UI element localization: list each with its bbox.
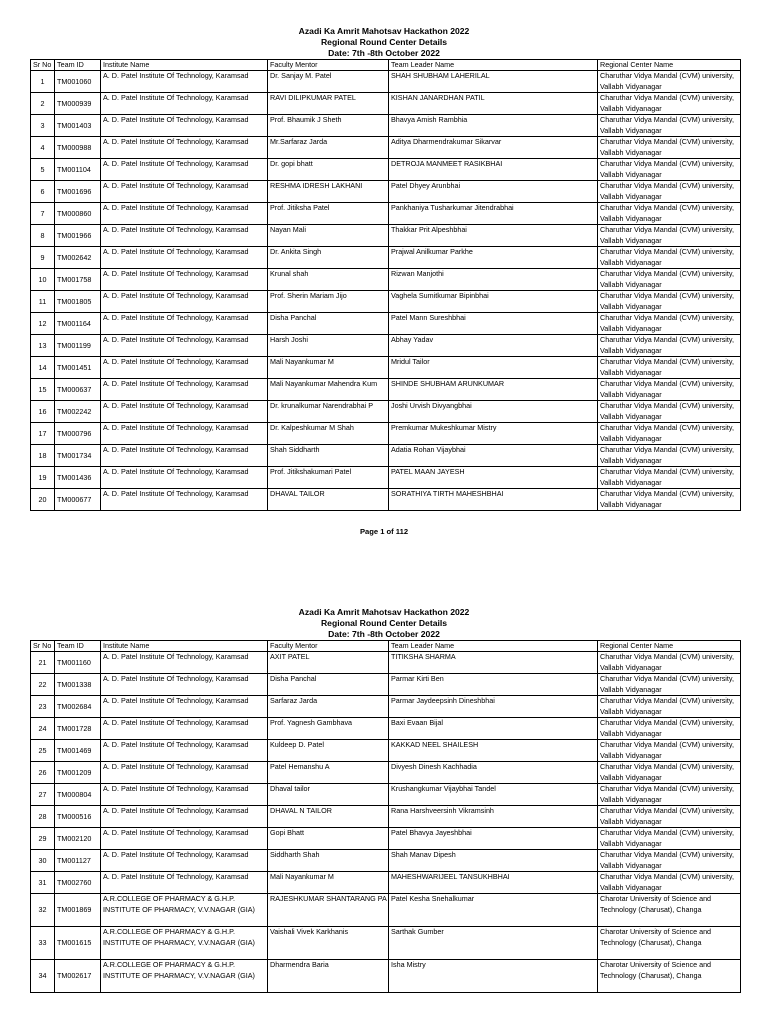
cell-sr-no: 19 <box>31 467 55 489</box>
col-header-regional-center-name: Regional Center Name <box>598 60 741 71</box>
cell-sr-no: 28 <box>31 806 55 828</box>
cell-team-leader-name: SORATHIYA TIRTH MAHESHBHAI <box>389 489 598 511</box>
cell-regional-center-name: Charuthar Vidya Mandal (CVM) university, Vallabh Vidyanagar <box>598 489 741 511</box>
col-header-institute-name: Institute Name <box>101 60 268 71</box>
cell-team-id: TM001127 <box>55 850 101 872</box>
cell-institute-name: A. D. Patel Institute Of Technology, Karamsad <box>101 740 268 762</box>
cell-faculty-mentor: DHAVAL N TAILOR <box>268 806 389 828</box>
cell-faculty-mentor: Prof. Jitiksha Patel <box>268 203 389 225</box>
col-header-faculty-mentor: Faculty Mentor <box>268 60 389 71</box>
cell-team-leader-name: SHINDE SHUBHAM ARUNKUMAR <box>389 379 598 401</box>
cell-faculty-mentor: Prof. Yagnesh Gambhava <box>268 718 389 740</box>
table-row <box>31 960 741 993</box>
cell-sr-no: 25 <box>31 740 55 762</box>
cell-institute-name: A. D. Patel Institute Of Technology, Karamsad <box>101 71 268 93</box>
cell-faculty-mentor: DHAVAL TAILOR <box>268 489 389 511</box>
page-header <box>0 581 768 640</box>
table-row <box>31 313 741 335</box>
cell-sr-no: 7 <box>31 203 55 225</box>
cell-team-leader-name: Parmar Jaydeepsinh Dineshbhai <box>389 696 598 718</box>
cell-institute-name: A.R.COLLEGE OF PHARMACY & G.H.P. INSTITUTE OF PHARMACY, V.V.NAGAR (GIA) <box>101 894 268 927</box>
cell-faculty-mentor: Dr. Sanjay M. Patel <box>268 71 389 93</box>
cell-faculty-mentor: Dr. krunalkumar Narendrabhai P <box>268 401 389 423</box>
cell-team-id: TM002242 <box>55 401 101 423</box>
cell-regional-center-name: Charuthar Vidya Mandal (CVM) university, Vallabh Vidyanagar <box>598 718 741 740</box>
cell-institute-name: A. D. Patel Institute Of Technology, Karamsad <box>101 159 268 181</box>
cell-faculty-mentor: Kuldeep D. Patel <box>268 740 389 762</box>
cell-team-id: TM001966 <box>55 225 101 247</box>
cell-sr-no: 8 <box>31 225 55 247</box>
cell-institute-name: A. D. Patel Institute Of Technology, Karamsad <box>101 762 268 784</box>
cell-institute-name: A. D. Patel Institute Of Technology, Karamsad <box>101 696 268 718</box>
table-row <box>31 740 741 762</box>
cell-regional-center-name: Charuthar Vidya Mandal (CVM) university, Vallabh Vidyanagar <box>598 181 741 203</box>
cell-institute-name: A. D. Patel Institute Of Technology, Karamsad <box>101 269 268 291</box>
cell-team-id: TM001615 <box>55 927 101 960</box>
cell-team-id: TM000637 <box>55 379 101 401</box>
table-row <box>31 850 741 872</box>
cell-faculty-mentor: Mali Nayankumar M <box>268 872 389 894</box>
table-body <box>31 71 741 511</box>
cell-sr-no: 11 <box>31 291 55 313</box>
cell-team-id: TM000677 <box>55 489 101 511</box>
cell-regional-center-name: Charuthar Vidya Mandal (CVM) university, Vallabh Vidyanagar <box>598 806 741 828</box>
document-title: Azadi Ka Amrit Mahotsav Hackathon 2022 <box>298 607 470 617</box>
cell-team-id: TM002684 <box>55 696 101 718</box>
cell-institute-name: A. D. Patel Institute Of Technology, Karamsad <box>101 445 268 467</box>
table-row <box>31 93 741 115</box>
table-row <box>31 894 741 927</box>
cell-faculty-mentor: Patel Hemanshu A <box>268 762 389 784</box>
col-header-institute-name: Institute Name <box>101 641 268 652</box>
cell-team-id: TM000939 <box>55 93 101 115</box>
cell-sr-no: 26 <box>31 762 55 784</box>
cell-team-id: TM001758 <box>55 269 101 291</box>
cell-regional-center-name: Charuthar Vidya Mandal (CVM) university, Vallabh Vidyanagar <box>598 247 741 269</box>
cell-sr-no: 16 <box>31 401 55 423</box>
cell-faculty-mentor: Dr. Kalpeshkumar M Shah <box>268 423 389 445</box>
cell-team-leader-name: MAHESHWARIJEEL TANSUKHBHAI <box>389 872 598 894</box>
table-row <box>31 423 741 445</box>
table-row <box>31 225 741 247</box>
document-date: Date: 7th -8th October 2022 <box>328 629 440 639</box>
cell-team-leader-name: Abhay Yadav <box>389 335 598 357</box>
cell-sr-no: 9 <box>31 247 55 269</box>
page-number: Page 1 of 112 <box>359 527 409 536</box>
table-row <box>31 335 741 357</box>
cell-regional-center-name: Charuthar Vidya Mandal (CVM) university, Vallabh Vidyanagar <box>598 203 741 225</box>
cell-faculty-mentor: RAVI DILIPKUMAR PATEL <box>268 93 389 115</box>
cell-team-id: TM001734 <box>55 445 101 467</box>
col-header-team-leader-name: Team Leader Name <box>389 60 598 71</box>
table-row <box>31 401 741 423</box>
cell-team-leader-name: Aditya Dharmendrakumar Sikarvar <box>389 137 598 159</box>
cell-team-leader-name: Shah Manav Dipesh <box>389 850 598 872</box>
cell-regional-center-name: Charotar University of Science and Technology (Charusat), Changa <box>598 927 741 960</box>
cell-team-leader-name: Sarthak Gumber <box>389 927 598 960</box>
cell-team-leader-name: Prajwal Anilkumar Parkhe <box>389 247 598 269</box>
cell-sr-no: 18 <box>31 445 55 467</box>
cell-team-id: TM002617 <box>55 960 101 993</box>
cell-institute-name: A. D. Patel Institute Of Technology, Karamsad <box>101 806 268 828</box>
cell-team-leader-name: Patel Kesha Snehalkumar <box>389 894 598 927</box>
cell-institute-name: A. D. Patel Institute Of Technology, Karamsad <box>101 872 268 894</box>
cell-regional-center-name: Charuthar Vidya Mandal (CVM) university, Vallabh Vidyanagar <box>598 379 741 401</box>
cell-faculty-mentor: AXIT PATEL <box>268 652 389 674</box>
cell-team-leader-name: Krushangkumar Vijaybhai Tandel <box>389 784 598 806</box>
cell-team-id: TM001338 <box>55 674 101 696</box>
cell-regional-center-name: Charuthar Vidya Mandal (CVM) university, Vallabh Vidyanagar <box>598 740 741 762</box>
cell-sr-no: 4 <box>31 137 55 159</box>
cell-team-leader-name: DETROJA MANMEET RASIKBHAI <box>389 159 598 181</box>
cell-sr-no: 23 <box>31 696 55 718</box>
cell-faculty-mentor: Vaishali Vivek Karkhanis <box>268 927 389 960</box>
cell-team-id: TM000988 <box>55 137 101 159</box>
cell-faculty-mentor: RAJESHKUMAR SHANTARANG PA <box>268 894 389 927</box>
cell-regional-center-name: Charuthar Vidya Mandal (CVM) university, Vallabh Vidyanagar <box>598 71 741 93</box>
cell-regional-center-name: Charuthar Vidya Mandal (CVM) university, Vallabh Vidyanagar <box>598 762 741 784</box>
table-row <box>31 806 741 828</box>
table-row <box>31 828 741 850</box>
cell-institute-name: A. D. Patel Institute Of Technology, Karamsad <box>101 93 268 115</box>
cell-regional-center-name: Charuthar Vidya Mandal (CVM) university, Vallabh Vidyanagar <box>598 467 741 489</box>
cell-team-id: TM001403 <box>55 115 101 137</box>
cell-regional-center-name: Charuthar Vidya Mandal (CVM) university, Vallabh Vidyanagar <box>598 137 741 159</box>
table-row <box>31 379 741 401</box>
table-header-row <box>31 60 741 71</box>
cell-team-leader-name: Rana Harshveersinh Vikramsinh <box>389 806 598 828</box>
col-header-regional-center-name: Regional Center Name <box>598 641 741 652</box>
cell-sr-no: 1 <box>31 71 55 93</box>
table-row <box>31 696 741 718</box>
cell-institute-name: A. D. Patel Institute Of Technology, Karamsad <box>101 313 268 335</box>
col-header-team-id: Team ID <box>55 641 101 652</box>
cell-sr-no: 29 <box>31 828 55 850</box>
cell-institute-name: A. D. Patel Institute Of Technology, Karamsad <box>101 423 268 445</box>
cell-faculty-mentor: Shah Siddharth <box>268 445 389 467</box>
cell-team-id: TM001696 <box>55 181 101 203</box>
cell-faculty-mentor: Disha Panchal <box>268 313 389 335</box>
table-header-row <box>31 641 741 652</box>
cell-regional-center-name: Charuthar Vidya Mandal (CVM) university, Vallabh Vidyanagar <box>598 291 741 313</box>
cell-team-leader-name: Joshi Urvish Divyangbhai <box>389 401 598 423</box>
cell-team-leader-name: Patel Bhavya Jayeshbhai <box>389 828 598 850</box>
cell-team-leader-name: TITIKSHA SHARMA <box>389 652 598 674</box>
cell-team-id: TM002642 <box>55 247 101 269</box>
cell-sr-no: 27 <box>31 784 55 806</box>
table-row <box>31 467 741 489</box>
cell-team-id: TM002120 <box>55 828 101 850</box>
cell-institute-name: A. D. Patel Institute Of Technology, Karamsad <box>101 225 268 247</box>
table-row <box>31 71 741 93</box>
cell-sr-no: 2 <box>31 93 55 115</box>
cell-team-leader-name: KAKKAD NEEL SHAILESH <box>389 740 598 762</box>
cell-team-leader-name: Pankhaniya Tusharkumar Jitendrabhai <box>389 203 598 225</box>
table-row <box>31 291 741 313</box>
cell-team-id: TM001209 <box>55 762 101 784</box>
cell-sr-no: 13 <box>31 335 55 357</box>
cell-faculty-mentor: Siddharth Shah <box>268 850 389 872</box>
cell-team-leader-name: Baxi Evaan Bijal <box>389 718 598 740</box>
cell-sr-no: 21 <box>31 652 55 674</box>
cell-faculty-mentor: Prof. Jitikshakumari Patel <box>268 467 389 489</box>
cell-regional-center-name: Charuthar Vidya Mandal (CVM) university, Vallabh Vidyanagar <box>598 696 741 718</box>
cell-institute-name: A. D. Patel Institute Of Technology, Karamsad <box>101 718 268 740</box>
cell-team-id: TM000516 <box>55 806 101 828</box>
cell-institute-name: A. D. Patel Institute Of Technology, Karamsad <box>101 467 268 489</box>
col-header-team-leader-name: Team Leader Name <box>389 641 598 652</box>
document-page-2 <box>0 581 768 993</box>
cell-sr-no: 15 <box>31 379 55 401</box>
cell-team-id: TM001436 <box>55 467 101 489</box>
cell-institute-name: A. D. Patel Institute Of Technology, Karamsad <box>101 357 268 379</box>
cell-faculty-mentor: Gopi Bhatt <box>268 828 389 850</box>
table-row <box>31 445 741 467</box>
cell-regional-center-name: Charotar University of Science and Technology (Charusat), Changa <box>598 894 741 927</box>
cell-team-id: TM002760 <box>55 872 101 894</box>
cell-regional-center-name: Charuthar Vidya Mandal (CVM) university, Vallabh Vidyanagar <box>598 159 741 181</box>
table-body <box>31 652 741 993</box>
cell-institute-name: A. D. Patel Institute Of Technology, Karamsad <box>101 203 268 225</box>
cell-team-id: TM001728 <box>55 718 101 740</box>
cell-faculty-mentor: Krunal shah <box>268 269 389 291</box>
cell-sr-no: 10 <box>31 269 55 291</box>
cell-regional-center-name: Charotar University of Science and Technology (Charusat), Changa <box>598 960 741 993</box>
document-date: Date: 7th -8th October 2022 <box>328 48 440 58</box>
cell-faculty-mentor: Dhaval tailor <box>268 784 389 806</box>
cell-faculty-mentor: Disha Panchal <box>268 674 389 696</box>
cell-institute-name: A. D. Patel Institute Of Technology, Karamsad <box>101 784 268 806</box>
table-row <box>31 489 741 511</box>
cell-sr-no: 32 <box>31 894 55 927</box>
cell-regional-center-name: Charuthar Vidya Mandal (CVM) university, Vallabh Vidyanagar <box>598 93 741 115</box>
cell-regional-center-name: Charuthar Vidya Mandal (CVM) university, Vallabh Vidyanagar <box>598 652 741 674</box>
table-row <box>31 269 741 291</box>
cell-team-id: TM001104 <box>55 159 101 181</box>
col-header-sr-no: Sr No <box>31 641 55 652</box>
cell-institute-name: A.R.COLLEGE OF PHARMACY & G.H.P. INSTITUTE OF PHARMACY, V.V.NAGAR (GIA) <box>101 927 268 960</box>
cell-faculty-mentor: Dr. Ankita Singh <box>268 247 389 269</box>
cell-team-leader-name: Patel Mann Sureshbhai <box>389 313 598 335</box>
cell-regional-center-name: Charuthar Vidya Mandal (CVM) university, Vallabh Vidyanagar <box>598 872 741 894</box>
table-row <box>31 927 741 960</box>
cell-institute-name: A. D. Patel Institute Of Technology, Karamsad <box>101 181 268 203</box>
table-row <box>31 652 741 674</box>
cell-faculty-mentor: Prof. Sherin Mariam Jijo <box>268 291 389 313</box>
document-subtitle: Regional Round Center Details <box>320 37 448 47</box>
cell-institute-name: A.R.COLLEGE OF PHARMACY & G.H.P. INSTITUTE OF PHARMACY, V.V.NAGAR (GIA) <box>101 960 268 993</box>
cell-team-id: TM001805 <box>55 291 101 313</box>
page-header <box>0 0 768 59</box>
table-row <box>31 115 741 137</box>
cell-faculty-mentor: Sarfaraz Jarda <box>268 696 389 718</box>
cell-sr-no: 3 <box>31 115 55 137</box>
cell-regional-center-name: Charuthar Vidya Mandal (CVM) university, Vallabh Vidyanagar <box>598 269 741 291</box>
cell-faculty-mentor: Nayan Mali <box>268 225 389 247</box>
table-row <box>31 784 741 806</box>
cell-team-leader-name: Divyesh Dinesh Kachhadia <box>389 762 598 784</box>
cell-team-leader-name: Premkumar Mukeshkumar Mistry <box>389 423 598 445</box>
cell-institute-name: A. D. Patel Institute Of Technology, Karamsad <box>101 379 268 401</box>
cell-sr-no: 20 <box>31 489 55 511</box>
table-row <box>31 181 741 203</box>
cell-sr-no: 14 <box>31 357 55 379</box>
cell-sr-no: 12 <box>31 313 55 335</box>
cell-sr-no: 6 <box>31 181 55 203</box>
cell-team-leader-name: KISHAN JANARDHAN PATIL <box>389 93 598 115</box>
cell-regional-center-name: Charuthar Vidya Mandal (CVM) university, Vallabh Vidyanagar <box>598 313 741 335</box>
table-row <box>31 674 741 696</box>
cell-regional-center-name: Charuthar Vidya Mandal (CVM) university, Vallabh Vidyanagar <box>598 225 741 247</box>
cell-regional-center-name: Charuthar Vidya Mandal (CVM) university, Vallabh Vidyanagar <box>598 423 741 445</box>
cell-team-leader-name: SHAH SHUBHAM LAHERILAL <box>389 71 598 93</box>
cell-team-id: TM000804 <box>55 784 101 806</box>
cell-institute-name: A. D. Patel Institute Of Technology, Karamsad <box>101 137 268 159</box>
cell-team-id: TM000796 <box>55 423 101 445</box>
cell-regional-center-name: Charuthar Vidya Mandal (CVM) university, Vallabh Vidyanagar <box>598 115 741 137</box>
cell-team-leader-name: Patel Dhyey Arunbhai <box>389 181 598 203</box>
table-row <box>31 762 741 784</box>
cell-sr-no: 33 <box>31 927 55 960</box>
cell-institute-name: A. D. Patel Institute Of Technology, Karamsad <box>101 291 268 313</box>
cell-team-id: TM000860 <box>55 203 101 225</box>
cell-faculty-mentor: Mali Nayankumar Mahendra Kum <box>268 379 389 401</box>
cell-sr-no: 5 <box>31 159 55 181</box>
cell-team-id: TM001160 <box>55 652 101 674</box>
table-row <box>31 247 741 269</box>
col-header-team-id: Team ID <box>55 60 101 71</box>
cell-institute-name: A. D. Patel Institute Of Technology, Karamsad <box>101 115 268 137</box>
cell-institute-name: A. D. Patel Institute Of Technology, Karamsad <box>101 674 268 696</box>
cell-institute-name: A. D. Patel Institute Of Technology, Karamsad <box>101 335 268 357</box>
cell-team-leader-name: Thakkar Prit Alpeshbhai <box>389 225 598 247</box>
document-title: Azadi Ka Amrit Mahotsav Hackathon 2022 <box>298 26 470 36</box>
table-row <box>31 159 741 181</box>
col-header-faculty-mentor: Faculty Mentor <box>268 641 389 652</box>
cell-sr-no: 24 <box>31 718 55 740</box>
center-details-table <box>30 59 741 511</box>
cell-sr-no: 31 <box>31 872 55 894</box>
cell-team-leader-name: PATEL MAAN JAYESH <box>389 467 598 489</box>
cell-team-leader-name: Parmar Kirti Ben <box>389 674 598 696</box>
cell-faculty-mentor: Dharmendra Baria <box>268 960 389 993</box>
table-row <box>31 357 741 379</box>
cell-regional-center-name: Charuthar Vidya Mandal (CVM) university, Vallabh Vidyanagar <box>598 828 741 850</box>
cell-regional-center-name: Charuthar Vidya Mandal (CVM) university, Vallabh Vidyanagar <box>598 357 741 379</box>
cell-faculty-mentor: Harsh Joshi <box>268 335 389 357</box>
cell-institute-name: A. D. Patel Institute Of Technology, Karamsad <box>101 247 268 269</box>
cell-team-leader-name: Isha Mistry <box>389 960 598 993</box>
cell-regional-center-name: Charuthar Vidya Mandal (CVM) university, Vallabh Vidyanagar <box>598 401 741 423</box>
cell-team-leader-name: Mridul Tailor <box>389 357 598 379</box>
cell-faculty-mentor: Dr. gopi bhatt <box>268 159 389 181</box>
cell-team-leader-name: Adatia Rohan Vijaybhai <box>389 445 598 467</box>
table-row <box>31 718 741 740</box>
cell-team-id: TM001060 <box>55 71 101 93</box>
cell-institute-name: A. D. Patel Institute Of Technology, Karamsad <box>101 828 268 850</box>
cell-regional-center-name: Charuthar Vidya Mandal (CVM) university, Vallabh Vidyanagar <box>598 674 741 696</box>
cell-institute-name: A. D. Patel Institute Of Technology, Karamsad <box>101 652 268 674</box>
cell-faculty-mentor: Prof. Bhaumik J Sheth <box>268 115 389 137</box>
cell-sr-no: 17 <box>31 423 55 445</box>
col-header-sr-no: Sr No <box>31 60 55 71</box>
cell-team-id: TM001451 <box>55 357 101 379</box>
cell-regional-center-name: Charuthar Vidya Mandal (CVM) university, Vallabh Vidyanagar <box>598 335 741 357</box>
cell-team-id: TM001199 <box>55 335 101 357</box>
cell-team-leader-name: Vaghela Sumitkumar Bipinbhai <box>389 291 598 313</box>
cell-regional-center-name: Charuthar Vidya Mandal (CVM) university, Vallabh Vidyanagar <box>598 850 741 872</box>
center-details-table <box>30 640 741 993</box>
cell-faculty-mentor: Mali Nayankumar M <box>268 357 389 379</box>
cell-regional-center-name: Charuthar Vidya Mandal (CVM) university, Vallabh Vidyanagar <box>598 784 741 806</box>
table-row <box>31 203 741 225</box>
cell-institute-name: A. D. Patel Institute Of Technology, Karamsad <box>101 850 268 872</box>
cell-faculty-mentor: Mr.Sarfaraz Jarda <box>268 137 389 159</box>
table-row <box>31 137 741 159</box>
document-subtitle: Regional Round Center Details <box>320 618 448 628</box>
cell-team-leader-name: Bhavya Amish Rambhia <box>389 115 598 137</box>
cell-sr-no: 30 <box>31 850 55 872</box>
cell-institute-name: A. D. Patel Institute Of Technology, Karamsad <box>101 489 268 511</box>
cell-faculty-mentor: RESHMA IDRESH LAKHANI <box>268 181 389 203</box>
cell-team-id: TM001164 <box>55 313 101 335</box>
table-row <box>31 872 741 894</box>
cell-institute-name: A. D. Patel Institute Of Technology, Karamsad <box>101 401 268 423</box>
cell-sr-no: 34 <box>31 960 55 993</box>
cell-regional-center-name: Charuthar Vidya Mandal (CVM) university, Vallabh Vidyanagar <box>598 445 741 467</box>
cell-team-id: TM001469 <box>55 740 101 762</box>
cell-sr-no: 22 <box>31 674 55 696</box>
cell-team-id: TM001869 <box>55 894 101 927</box>
cell-team-leader-name: Rizwan Manjothi <box>389 269 598 291</box>
